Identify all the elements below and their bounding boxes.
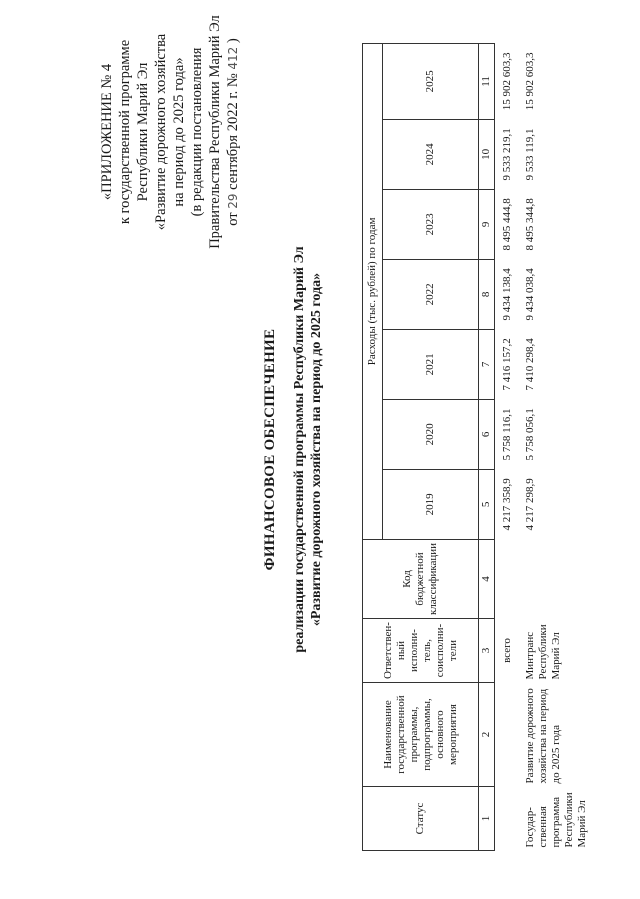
appendix-line: «Развитие дорожного хозяйства — [153, 33, 169, 231]
column-number: 3 — [479, 619, 495, 683]
document-title: ФИНАНСОВОЕ ОБЕСПЕЧЕНИЕ — [262, 328, 278, 571]
date-day: 29 — [226, 193, 240, 209]
header-status: Статус — [363, 787, 479, 851]
table-row — [516, 43, 591, 850]
cell-value: 8 495 344,8 — [524, 198, 536, 251]
header-year: 2024 — [383, 119, 479, 189]
column-number: 7 — [479, 329, 495, 399]
appendix-line: Правительства Республики Марий Эл — [207, 15, 223, 249]
cell-value: 9 434 038,4 — [524, 268, 536, 321]
cell-value: 9 533 219,1 — [501, 128, 513, 181]
date-month-year: сентября 2022 г. № — [225, 73, 241, 190]
column-number: 9 — [479, 189, 495, 259]
appendix-date-line — [224, 13, 242, 251]
cell-executor: Минтранс Республики Марий Эл — [524, 624, 562, 680]
cell-status — [495, 787, 517, 851]
title-block — [262, 0, 325, 899]
cell-value: 4 217 298,9 — [524, 478, 536, 531]
column-number: 1 — [479, 787, 495, 851]
cell-value: 15 902 603,3 — [524, 52, 536, 111]
header-year: 2022 — [383, 259, 479, 329]
document-subtitle: реализации государственной программы Республики Марий Эл — [292, 246, 307, 653]
cell-name: Развитие дорожного хозяйства на период до 2025 года — [524, 688, 562, 784]
cell-value: 9 434 138,4 — [501, 268, 513, 321]
cell-code — [495, 539, 517, 618]
financing-table — [362, 43, 591, 851]
cell-value: 8 495 444,8 — [501, 198, 513, 251]
header-budget-code: Код бюджетной классификации — [363, 539, 479, 618]
header-year: 2025 — [383, 43, 479, 119]
column-number: 5 — [479, 469, 495, 539]
appendix-line: на период до 2025 года» — [171, 57, 187, 207]
header-year: 2023 — [383, 189, 479, 259]
header-year: 2021 — [383, 329, 479, 399]
column-number: 10 — [479, 119, 495, 189]
header-executor: Ответствен-ный исполни-тель, соисполни-тели — [363, 619, 479, 683]
table-row — [495, 43, 517, 850]
column-number: 4 — [479, 539, 495, 618]
header-name: Наименование государственной программы, подпрограммы, основного мероприятия — [363, 683, 479, 787]
date-suffix: ) — [225, 38, 241, 44]
date-prefix: от — [225, 212, 241, 226]
decree-number: 412 — [226, 46, 240, 70]
column-number: 11 — [479, 43, 495, 119]
cell-value: 5 758 116,1 — [501, 408, 513, 461]
cell-status: Государ-ственная программа Республики Марий Эл — [524, 792, 588, 848]
column-number: 6 — [479, 399, 495, 469]
cell-value: 7 410 298,4 — [524, 338, 536, 391]
document-subtitle-program: «Развитие дорожного хозяйства на период до 2025 года» — [309, 272, 324, 627]
header-year: 2020 — [383, 399, 479, 469]
header-expenses: Расходы (тыс. рублей) по годам — [363, 43, 383, 539]
appendix-header — [98, 13, 242, 251]
cell-value: 7 416 157,2 — [501, 338, 513, 391]
cell-value: 4 217 358,9 — [501, 478, 513, 531]
cell-value: 9 533 119,1 — [524, 128, 536, 181]
appendix-line: «ПРИЛОЖЕНИЕ № 4 — [99, 63, 115, 201]
appendix-line: к государственной программе — [117, 39, 133, 225]
column-number: 8 — [479, 259, 495, 329]
cell-value: 5 758 056,1 — [524, 408, 536, 461]
cell-name — [495, 683, 517, 787]
appendix-line: Республики Марий Эл — [135, 62, 151, 202]
appendix-line: (в редакции постановления — [189, 47, 205, 217]
header-year: 2019 — [383, 469, 479, 539]
column-number: 2 — [479, 683, 495, 787]
cell-value: 15 902 603,3 — [501, 52, 513, 111]
cell-code — [516, 539, 591, 618]
cell-executor: всего — [501, 638, 513, 663]
